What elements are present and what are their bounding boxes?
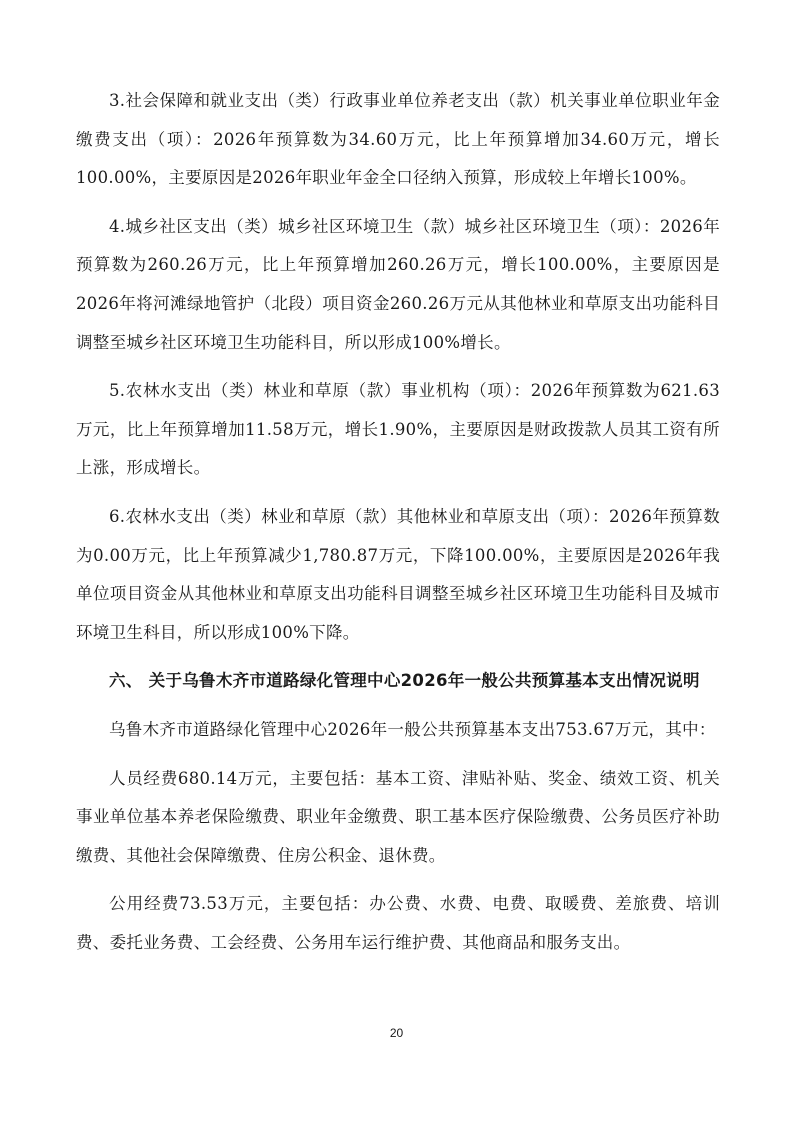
paragraph-personnel-funds: 人员经费680.14万元，主要包括：基本工资、津贴补贴、奖金、绩效工资、机关事业单位基本养老保险缴费、职业年金缴费、职工基本医疗保险缴费、公务员医疗补助缴费、其他社会保障缴费、住房公积金、退休费。 [76, 768, 720, 865]
section-heading-basic-expenditure: 六、 关于乌鲁木齐市道路绿化管理中心2026年一般公共预算基本支出情况说明 [109, 671, 700, 691]
page-number: 20 [389, 1026, 404, 1040]
paragraph-social-security: 3.社会保障和就业支出（类）行政事业单位养老支出（款）机关事业单位职业年金缴费支出（项）：2026年预算数为34.60万元，比上年预算增加34.60万元，增长100.00%，主要原因是2026年职业年金全口径纳入预算，形成较上年增长100%。 [76, 91, 720, 188]
paragraph-forestry-institutions: 5.农林水支出（类）林业和草原（款）事业机构（项）：2026年预算数为621.63万元，比上年预算增加11.58万元，增长1.90%，主要原因是财政拨款人员其工资有所上涨，形成增长。 [76, 381, 720, 478]
paragraph-urban-rural-community: 4.城乡社区支出（类）城乡社区环境卫生（款）城乡社区环境卫生（项）：2026年预算数为260.26万元，比上年预算增加260.26万元，增长100.00%，主要原因是2026年将河滩绿地管护（北段）项目资金260.26万元从其他林业和草原支出功能科目调整至城乡社区环境卫生功能科目，所以形成100%增长。 [76, 216, 720, 352]
paragraph-public-funds: 公用经费73.53万元，主要包括：办公费、水费、电费、取暖费、差旅费、培训费、委托业务费、工会经费、公务用车运行维护费、其他商品和服务支出。 [76, 894, 720, 952]
document-body [76, 82, 720, 972]
paragraph-other-forestry: 6.农林水支出（类）林业和草原（款）其他林业和草原支出（项）：2026年预算数为0.00万元，比上年预算减少1,780.87万元，下降100.00%，主要原因是2026年我单位项目资金从其他林业和草原支出功能科目调整至城乡社区环境卫生功能科目及城市环境卫生科目，所以形成100%下降。 [76, 506, 720, 642]
paragraph-basic-expenditure-total: 乌鲁木齐市道路绿化管理中心2026年一般公共预算基本支出753.67万元，其中： [109, 719, 716, 739]
